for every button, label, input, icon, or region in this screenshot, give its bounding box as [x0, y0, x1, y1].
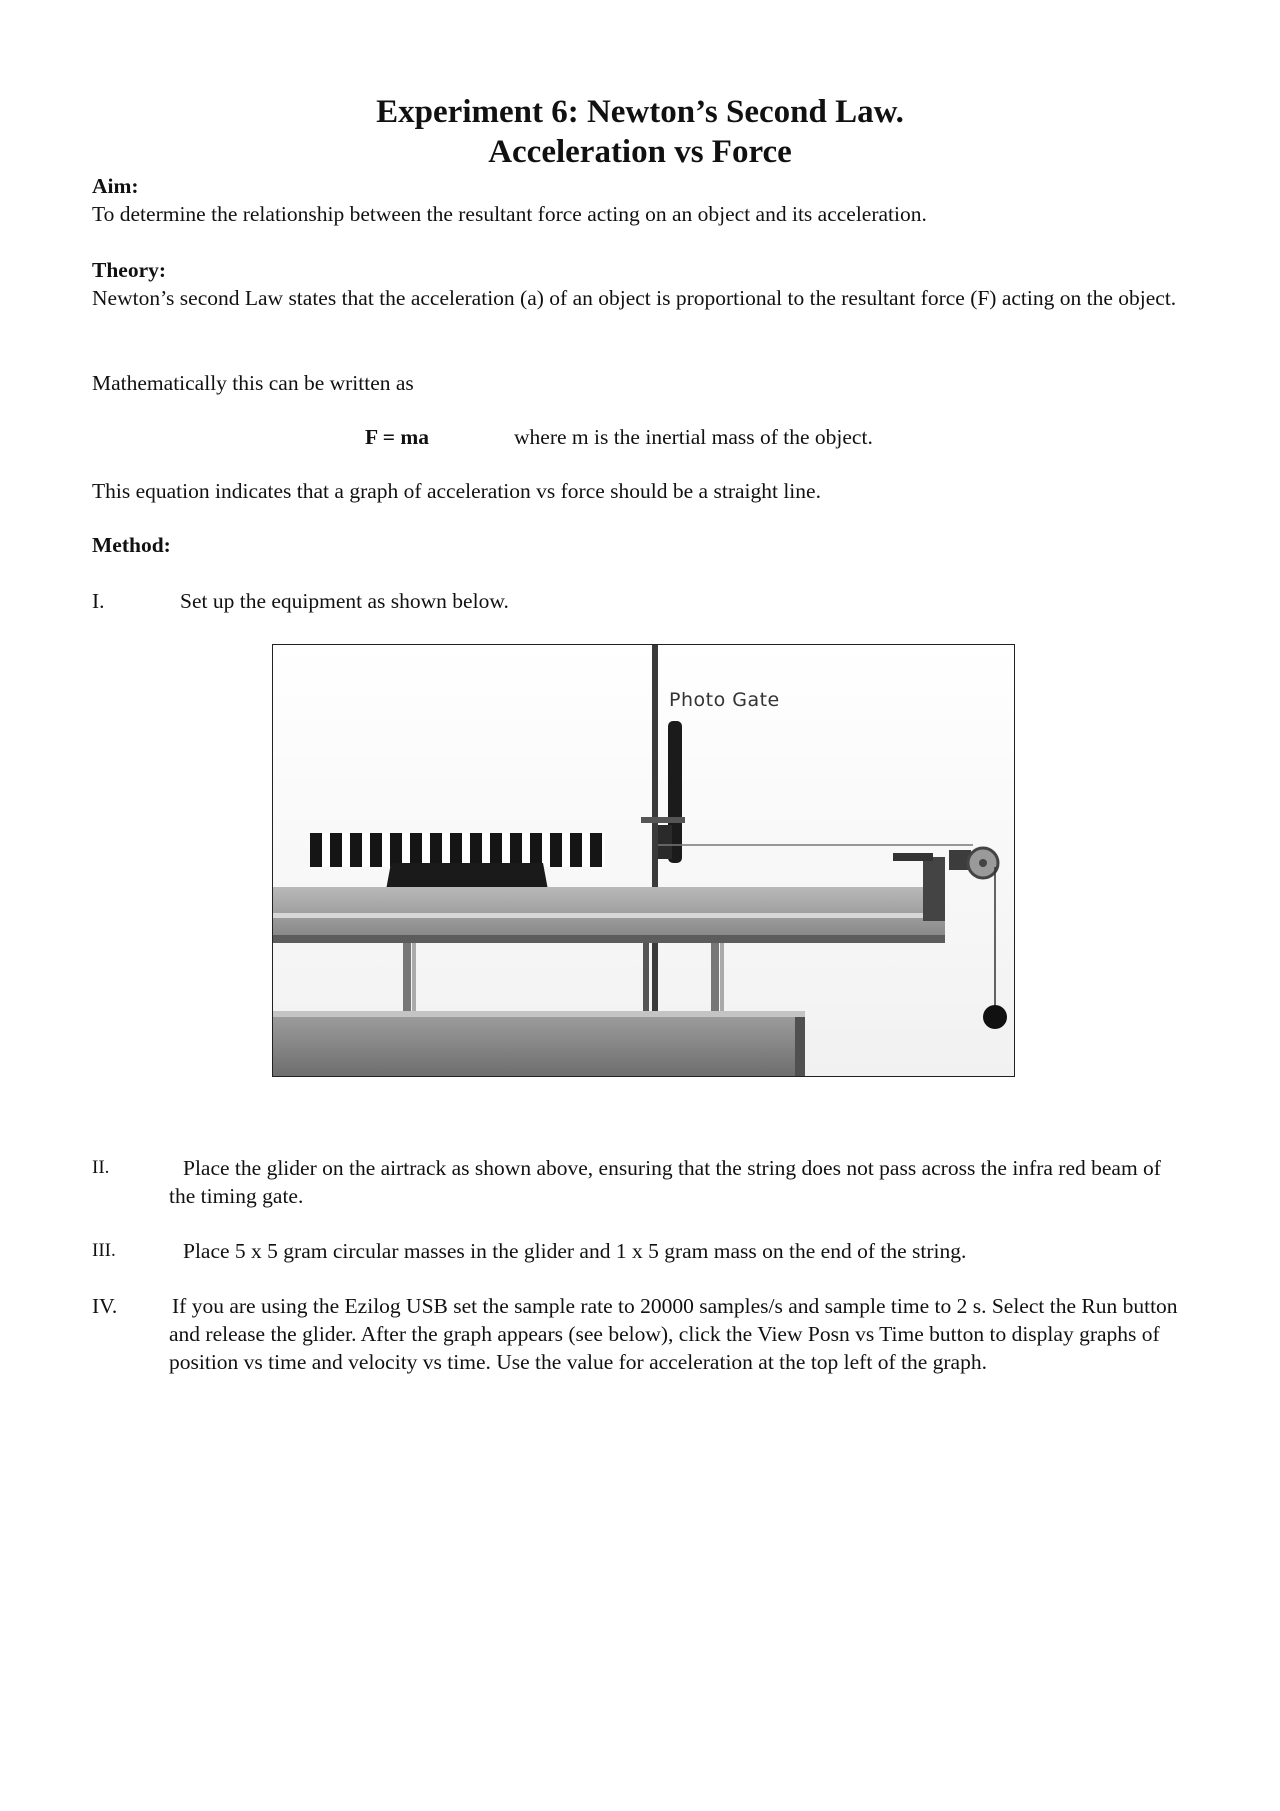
step-text-1: Set up the equipment as shown below. [180, 589, 509, 613]
formula: F = ma [365, 425, 429, 449]
math-intro: Mathematically this can be written as [92, 371, 414, 395]
step-text-4: If you are using the Ezilog USB set the sample rate to 20000 samples/s and sample time to 2 s. Select the Run button and release the glider. After the graph appears (see below), click the View Posn vs Time button to display graphs of position vs time and velocity vs time. Use the value for acceleration at the top left of the graph. [169, 1294, 1178, 1374]
theory-heading: Theory: [92, 258, 167, 282]
step-number-4: IV. [92, 1294, 118, 1318]
equipment-photo [272, 644, 1015, 1077]
page-title: Experiment 6: Newton’s Second Law. [376, 94, 904, 130]
page-subtitle: Acceleration vs Force [488, 134, 792, 170]
photo-gate-label: Photo Gate [669, 689, 780, 711]
step-text-2: Place the glider on the airtrack as shown above, ensuring that the string does not pass across the infra red beam of the timing gate. [169, 1156, 1161, 1208]
step-number-1: I. [92, 589, 105, 613]
step-number-3: III. [92, 1240, 116, 1261]
aim-text: To determine the relationship between the resultant force acting on an object and its acceleration. [92, 202, 927, 226]
aim-heading: Aim: [92, 174, 139, 198]
theory-text: Newton’s second Law states that the acceleration (a) of an object is proportional to the resultant force (F) acting on the object. [92, 286, 1177, 310]
formula-description: where m is the inertial mass of the object. [514, 425, 873, 449]
step-number-2: II. [92, 1157, 110, 1178]
method-heading: Method: [92, 533, 171, 557]
step-text-3: Place 5 x 5 gram circular masses in the glider and 1 x 5 gram mass on the end of the string. [183, 1239, 967, 1263]
theory-conclusion: This equation indicates that a graph of acceleration vs force should be a straight line. [92, 479, 821, 503]
